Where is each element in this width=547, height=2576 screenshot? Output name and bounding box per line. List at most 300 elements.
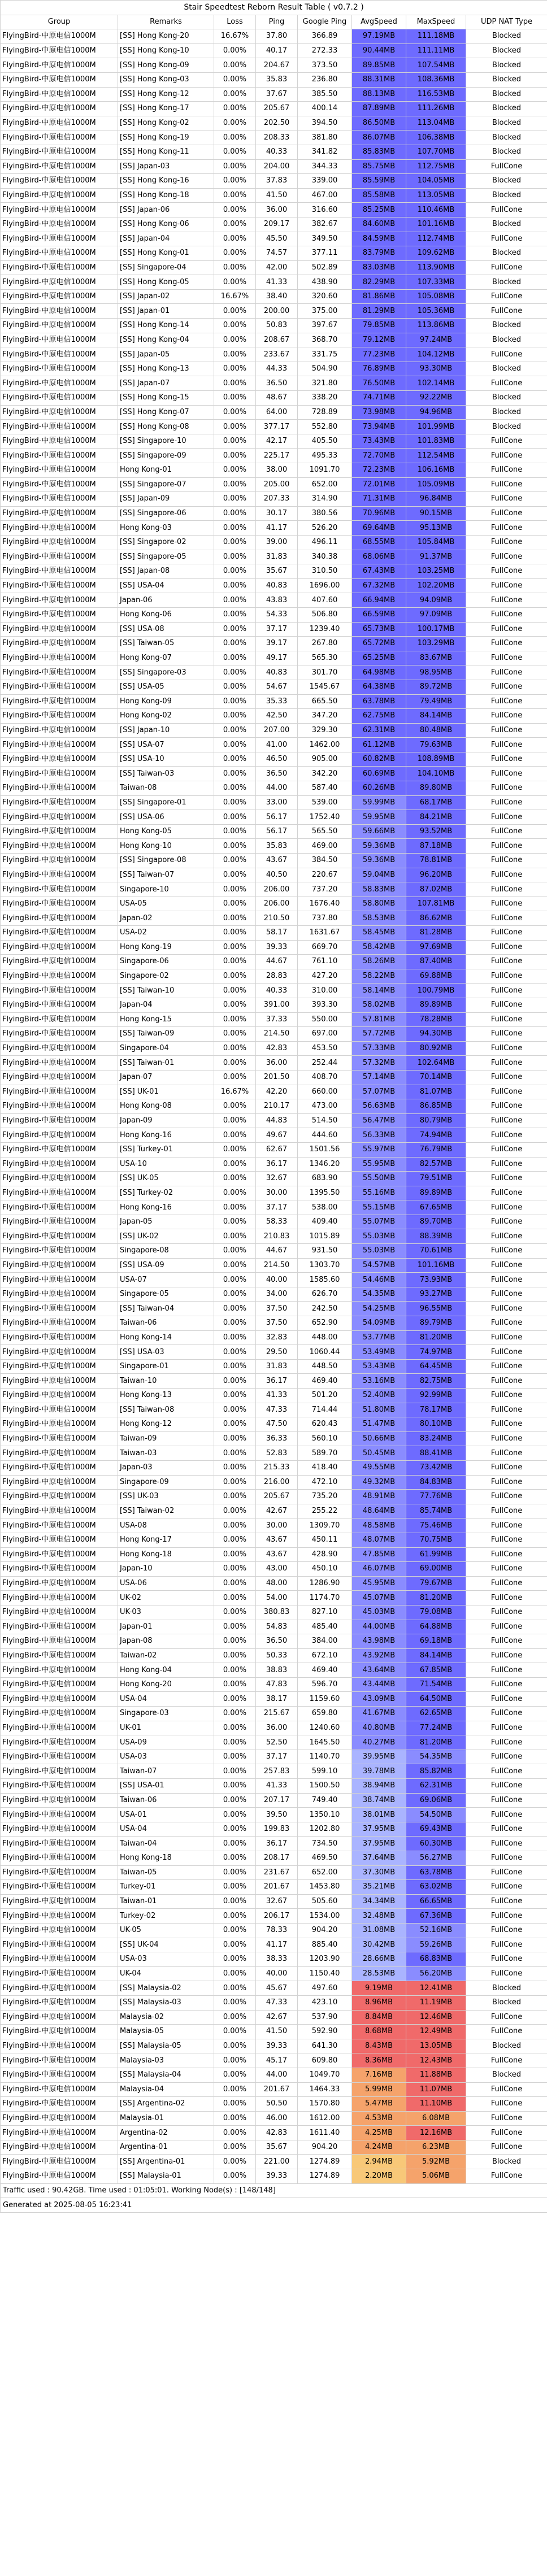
cell-loss: 0.00% [214,593,256,608]
cell-avg-speed: 60.69MB [352,767,406,781]
cell-google-ping: 1350.10 [298,1808,352,1822]
cell-loss: 0.00% [214,2053,256,2068]
cell-loss: 0.00% [214,1808,256,1822]
table-row [1,2169,547,2184]
cell-ping: 207.00 [256,723,298,738]
cell-loss: 0.00% [214,1244,256,1259]
cell-max-speed: 110.46MB [406,203,466,217]
cell-max-speed: 100.17MB [406,622,466,637]
cell-google-ping: 737.80 [298,911,352,926]
cell-remarks: [SS] Hong Kong-01 [118,246,214,261]
cell-udp-nat-type: FullCone [466,1359,547,1374]
cell-avg-speed: 54.25MB [352,1302,406,1316]
cell-group: FlyingBird-中原电信1000M [1,2039,118,2053]
cell-avg-speed: 67.43MB [352,564,406,579]
cell-google-ping: 340.38 [298,550,352,564]
cell-udp-nat-type: FullCone [466,1490,547,1504]
cell-remarks: [SS] Singapore-10 [118,434,214,449]
table-row [1,477,547,492]
cell-udp-nat-type: FullCone [466,1851,547,1866]
table-row [1,188,547,203]
table-row [1,391,547,406]
cell-remarks: [SS] UK-03 [118,1490,214,1504]
table-row [1,304,547,319]
cell-remarks: [SS] Taiwan-04 [118,1302,214,1316]
cell-max-speed: 11.10MB [406,2097,466,2112]
cell-udp-nat-type: FullCone [466,2010,547,2025]
cell-avg-speed: 85.59MB [352,174,406,189]
cell-udp-nat-type: FullCone [466,2097,547,2112]
cell-google-ping: 472.10 [298,1475,352,1490]
table-row [1,232,547,246]
cell-max-speed: 13.05MB [406,2039,466,2053]
cell-group: FlyingBird-中原电信1000M [1,449,118,463]
cell-google-ping: 408.70 [298,1070,352,1085]
table-row [1,116,547,130]
cell-max-speed: 86.85MB [406,1099,466,1114]
cell-udp-nat-type: Blocked [466,405,547,420]
cell-max-speed: 56.27MB [406,1851,466,1866]
cell-group: FlyingBird-中原电信1000M [1,535,118,550]
cell-remarks: Taiwan-03 [118,1446,214,1461]
cell-loss: 0.00% [214,940,256,955]
cell-avg-speed: 60.82MB [352,752,406,767]
cell-udp-nat-type: FullCone [466,1504,547,1518]
cell-udp-nat-type: FullCone [466,1605,547,1620]
table-row [1,1027,547,1042]
cell-remarks: [SS] USA-09 [118,1258,214,1273]
cell-avg-speed: 57.72MB [352,1027,406,1042]
cell-group: FlyingBird-中原电信1000M [1,420,118,434]
cell-google-ping: 1309.70 [298,1518,352,1533]
cell-google-ping: 659.80 [298,1707,352,1721]
cell-remarks: Malaysia-02 [118,2010,214,2025]
table-row [1,2140,547,2155]
cell-loss: 0.00% [214,217,256,232]
cell-loss: 0.00% [214,304,256,319]
cell-loss: 0.00% [214,506,256,521]
cell-avg-speed: 37.64MB [352,1851,406,1866]
cell-remarks: [SS] Japan-09 [118,492,214,507]
cell-group: FlyingBird-中原电信1000M [1,1417,118,1432]
table-row [1,1012,547,1027]
cell-group: FlyingBird-中原电信1000M [1,955,118,969]
cell-max-speed: 63.78MB [406,1865,466,1880]
cell-ping: 42.17 [256,434,298,449]
table-row [1,1995,547,2010]
cell-ping: 56.17 [256,824,298,839]
cell-udp-nat-type: FullCone [466,550,547,564]
cell-avg-speed: 62.75MB [352,709,406,724]
cell-ping: 39.33 [256,940,298,955]
cell-google-ping: 737.20 [298,882,352,897]
cell-max-speed: 113.05MB [406,188,466,203]
cell-group: FlyingBird-中原电信1000M [1,1099,118,1114]
table-row [1,1186,547,1200]
cell-max-speed: 69.18MB [406,1634,466,1649]
cell-udp-nat-type: FullCone [466,1865,547,1880]
cell-group: FlyingBird-中原电信1000M [1,506,118,521]
table-row [1,535,547,550]
cell-udp-nat-type: FullCone [466,1475,547,1490]
cell-loss: 0.00% [214,174,256,189]
cell-remarks: [SS] Hong Kong-13 [118,362,214,376]
cell-max-speed: 84.21MB [406,810,466,825]
cell-group: FlyingBird-中原电信1000M [1,1648,118,1663]
cell-avg-speed: 4.53MB [352,2111,406,2126]
cell-loss: 0.00% [214,1056,256,1071]
cell-avg-speed: 64.38MB [352,680,406,694]
cell-ping: 38.40 [256,289,298,304]
cell-remarks: Taiwan-10 [118,1374,214,1389]
cell-udp-nat-type: FullCone [466,911,547,926]
cell-ping: 221.00 [256,2155,298,2169]
cell-google-ping: 331.75 [298,347,352,362]
cell-avg-speed: 57.07MB [352,1085,406,1099]
cell-max-speed: 52.16MB [406,1923,466,1938]
header-avg-speed: AvgSpeed [352,15,406,29]
cell-ping: 37.50 [256,1302,298,1316]
cell-avg-speed: 58.80MB [352,897,406,911]
header-max-speed: MaxSpeed [406,15,466,29]
cell-ping: 214.50 [256,1258,298,1273]
cell-ping: 36.17 [256,1374,298,1389]
cell-avg-speed: 68.55MB [352,535,406,550]
cell-loss: 0.00% [214,1316,256,1331]
cell-loss: 0.00% [214,1692,256,1707]
table-row [1,449,547,463]
cell-udp-nat-type: FullCone [466,1157,547,1172]
cell-group: FlyingBird-中原电信1000M [1,87,118,102]
cell-ping: 54.67 [256,680,298,694]
header-group: Group [1,15,118,29]
cell-ping: 210.17 [256,1099,298,1114]
cell-group: FlyingBird-中原电信1000M [1,1793,118,1808]
cell-max-speed: 104.12MB [406,347,466,362]
cell-udp-nat-type: FullCone [466,984,547,998]
cell-ping: 41.33 [256,1779,298,1794]
cell-loss: 0.00% [214,1938,256,1952]
cell-ping: 42.83 [256,2126,298,2140]
table-row [1,911,547,926]
cell-ping: 44.83 [256,1113,298,1128]
cell-google-ping: 1240.60 [298,1721,352,1735]
table-row [1,376,547,391]
cell-max-speed: 67.85MB [406,1663,466,1678]
cell-google-ping: 497.60 [298,1981,352,1996]
cell-max-speed: 104.05MB [406,174,466,189]
cell-loss: 0.00% [214,1215,256,1229]
cell-loss: 0.00% [214,2097,256,2112]
cell-udp-nat-type: FullCone [466,1880,547,1895]
cell-avg-speed: 60.26MB [352,781,406,796]
cell-google-ping: 467.00 [298,188,352,203]
cell-loss: 0.00% [214,709,256,724]
cell-udp-nat-type: FullCone [466,1966,547,1981]
cell-google-ping: 734.50 [298,1837,352,1851]
cell-remarks: [SS] Taiwan-10 [118,984,214,998]
cell-google-ping: 409.40 [298,1215,352,1229]
table-row [1,1707,547,1721]
cell-google-ping: 485.40 [298,1620,352,1634]
cell-remarks: [SS] Malaysia-02 [118,1981,214,1996]
cell-max-speed: 64.88MB [406,1620,466,1634]
table-row [1,998,547,1012]
table-row [1,1157,547,1172]
cell-udp-nat-type: FullCone [466,564,547,579]
cell-group: FlyingBird-中原电信1000M [1,2053,118,2068]
cell-udp-nat-type: Blocked [466,29,547,44]
table-row [1,1345,547,1360]
table-row [1,203,547,217]
cell-group: FlyingBird-中原电信1000M [1,1764,118,1779]
cell-ping: 205.00 [256,477,298,492]
cell-udp-nat-type: FullCone [466,2025,547,2039]
cell-udp-nat-type: Blocked [466,1995,547,2010]
cell-max-speed: 56.20MB [406,1966,466,1981]
table-row [1,1822,547,1837]
cell-udp-nat-type: FullCone [466,1070,547,1085]
cell-loss: 0.00% [214,1258,256,1273]
cell-group: FlyingBird-中原电信1000M [1,839,118,854]
cell-max-speed: 107.81MB [406,897,466,911]
cell-max-speed: 88.39MB [406,1229,466,1244]
table-row [1,1779,547,1794]
cell-udp-nat-type: FullCone [466,347,547,362]
cell-udp-nat-type: FullCone [466,521,547,536]
cell-max-speed: 62.31MB [406,1779,466,1794]
cell-google-ping: 1631.67 [298,926,352,941]
cell-avg-speed: 38.74MB [352,1793,406,1808]
cell-max-speed: 97.09MB [406,607,466,622]
cell-google-ping: 592.90 [298,2025,352,2039]
cell-ping: 36.50 [256,767,298,781]
cell-avg-speed: 55.03MB [352,1229,406,1244]
cell-avg-speed: 39.78MB [352,1764,406,1779]
table-row [1,1302,547,1316]
cell-ping: 36.00 [256,1056,298,1071]
cell-remarks: Singapore-04 [118,1041,214,1056]
cell-remarks: [SS] Malaysia-01 [118,2169,214,2184]
cell-loss: 0.00% [214,1562,256,1577]
cell-remarks: UK-01 [118,1721,214,1735]
cell-group: FlyingBird-中原电信1000M [1,854,118,868]
table-row [1,1837,547,1851]
cell-google-ping: 344.33 [298,159,352,174]
cell-google-ping: 537.90 [298,2010,352,2025]
table-row [1,738,547,752]
cell-group: FlyingBird-中原电信1000M [1,1056,118,1071]
cell-remarks: [SS] Taiwan-05 [118,637,214,651]
cell-udp-nat-type: FullCone [466,1923,547,1938]
table-row [1,1287,547,1302]
cell-ping: 32.83 [256,1330,298,1345]
table-row [1,1417,547,1432]
cell-ping: 29.50 [256,1345,298,1360]
table-row [1,29,547,44]
cell-google-ping: 1202.80 [298,1822,352,1837]
cell-group: FlyingBird-中原电信1000M [1,1938,118,1952]
table-row [1,2053,547,2068]
cell-max-speed: 79.67MB [406,1576,466,1591]
cell-avg-speed: 85.75MB [352,159,406,174]
cell-avg-speed: 45.07MB [352,1591,406,1605]
cell-google-ping: 252.44 [298,1056,352,1071]
cell-loss: 16.67% [214,289,256,304]
table-row [1,839,547,854]
cell-max-speed: 89.80MB [406,781,466,796]
cell-udp-nat-type: FullCone [466,1648,547,1663]
cell-max-speed: 64.50MB [406,1692,466,1707]
cell-remarks: Taiwan-02 [118,1648,214,1663]
cell-google-ping: 620.43 [298,1417,352,1432]
cell-google-ping: 735.20 [298,1490,352,1504]
table-row [1,1981,547,1996]
cell-google-ping: 341.82 [298,145,352,159]
cell-group: FlyingBird-中原电信1000M [1,1880,118,1895]
cell-loss: 0.00% [214,607,256,622]
table-row [1,2068,547,2082]
cell-udp-nat-type: FullCone [466,477,547,492]
table-row [1,1966,547,1981]
cell-ping: 50.50 [256,2097,298,2112]
cell-google-ping: 453.50 [298,1041,352,1056]
cell-ping: 47.50 [256,1417,298,1432]
cell-max-speed: 87.40MB [406,955,466,969]
cell-udp-nat-type: FullCone [466,607,547,622]
cell-udp-nat-type: FullCone [466,1909,547,1924]
cell-avg-speed: 73.98MB [352,405,406,420]
cell-ping: 49.67 [256,1128,298,1143]
cell-loss: 0.00% [214,1099,256,1114]
table-body [1,1,547,2213]
table-row [1,1735,547,1750]
cell-loss: 0.00% [214,1200,256,1215]
cell-ping: 36.00 [256,203,298,217]
cell-remarks: [SS] Hong Kong-19 [118,130,214,145]
cell-google-ping: 428.90 [298,1547,352,1562]
cell-avg-speed: 58.26MB [352,955,406,969]
cell-udp-nat-type: FullCone [466,651,547,665]
cell-avg-speed: 43.44MB [352,1677,406,1692]
cell-remarks: USA-01 [118,1808,214,1822]
cell-loss: 0.00% [214,1707,256,1721]
cell-ping: 39.33 [256,2169,298,2184]
cell-remarks: [SS] USA-03 [118,1345,214,1360]
cell-remarks: Malaysia-01 [118,2111,214,2126]
cell-avg-speed: 59.66MB [352,824,406,839]
cell-loss: 0.00% [214,58,256,73]
cell-google-ping: 565.50 [298,824,352,839]
cell-avg-speed: 34.34MB [352,1894,406,1909]
cell-ping: 45.50 [256,232,298,246]
cell-udp-nat-type: FullCone [466,955,547,969]
cell-max-speed: 89.70MB [406,1215,466,1229]
cell-ping: 38.00 [256,463,298,478]
cell-loss: 0.00% [214,1142,256,1157]
table-row [1,578,547,593]
cell-max-speed: 109.62MB [406,246,466,261]
cell-google-ping: 1545.67 [298,680,352,694]
cell-loss: 0.00% [214,1446,256,1461]
cell-loss: 0.00% [214,897,256,911]
cell-max-speed: 82.57MB [406,1157,466,1172]
cell-remarks: [SS] Hong Kong-09 [118,58,214,73]
cell-udp-nat-type: FullCone [466,1446,547,1461]
cell-loss: 0.00% [214,1750,256,1764]
cell-ping: 210.50 [256,911,298,926]
cell-ping: 56.17 [256,810,298,825]
cell-google-ping: 407.60 [298,593,352,608]
cell-google-ping: 397.67 [298,319,352,333]
cell-group: FlyingBird-中原电信1000M [1,1966,118,1981]
table-row [1,1938,547,1952]
cell-remarks: UK-04 [118,1966,214,1981]
cell-loss: 0.00% [214,1721,256,1735]
cell-group: FlyingBird-中原电信1000M [1,1707,118,1721]
cell-group: FlyingBird-中原电信1000M [1,130,118,145]
cell-udp-nat-type: FullCone [466,665,547,680]
cell-remarks: [SS] Japan-03 [118,159,214,174]
cell-loss: 0.00% [214,87,256,102]
cell-group: FlyingBird-中原电信1000M [1,1923,118,1938]
cell-avg-speed: 54.09MB [352,1316,406,1331]
cell-max-speed: 112.75MB [406,159,466,174]
cell-google-ping: 1203.90 [298,1952,352,1967]
cell-ping: 45.67 [256,1981,298,1996]
table-row [1,1880,547,1895]
cell-max-speed: 103.29MB [406,637,466,651]
cell-max-speed: 67.36MB [406,1909,466,1924]
cell-max-speed: 76.79MB [406,1142,466,1157]
cell-avg-speed: 55.07MB [352,1215,406,1229]
cell-remarks: Argentina-01 [118,2140,214,2155]
cell-max-speed: 75.46MB [406,1518,466,1533]
cell-remarks: [SS] Japan-10 [118,723,214,738]
cell-udp-nat-type: Blocked [466,333,547,347]
table-row [1,1677,547,1692]
cell-udp-nat-type: Blocked [466,2039,547,2053]
cell-group: FlyingBird-中原电信1000M [1,1995,118,2010]
cell-loss: 0.00% [214,680,256,694]
cell-max-speed: 113.04MB [406,116,466,130]
cell-avg-speed: 67.32MB [352,578,406,593]
cell-google-ping: 660.00 [298,1085,352,1099]
cell-loss: 0.00% [214,1663,256,1678]
cell-avg-speed: 37.30MB [352,1865,406,1880]
cell-udp-nat-type: Blocked [466,1981,547,1996]
cell-avg-speed: 49.55MB [352,1460,406,1475]
cell-loss: 0.00% [214,1634,256,1649]
cell-group: FlyingBird-中原电信1000M [1,2082,118,2097]
cell-group: FlyingBird-中原电信1000M [1,578,118,593]
cell-google-ping: 469.00 [298,839,352,854]
cell-remarks: Taiwan-04 [118,1837,214,1851]
cell-remarks: [SS] USA-10 [118,752,214,767]
cell-loss: 0.00% [214,1287,256,1302]
cell-remarks: [SS] Japan-02 [118,289,214,304]
table-row [1,969,547,984]
cell-google-ping: 1611.40 [298,2126,352,2140]
cell-group: FlyingBird-中原电信1000M [1,1547,118,1562]
cell-remarks: [SS] Hong Kong-15 [118,391,214,406]
cell-udp-nat-type: Blocked [466,145,547,159]
cell-google-ping: 1645.50 [298,1735,352,1750]
cell-loss: 0.00% [214,665,256,680]
cell-avg-speed: 58.14MB [352,984,406,998]
table-row [1,723,547,738]
cell-ping: 201.67 [256,2082,298,2097]
